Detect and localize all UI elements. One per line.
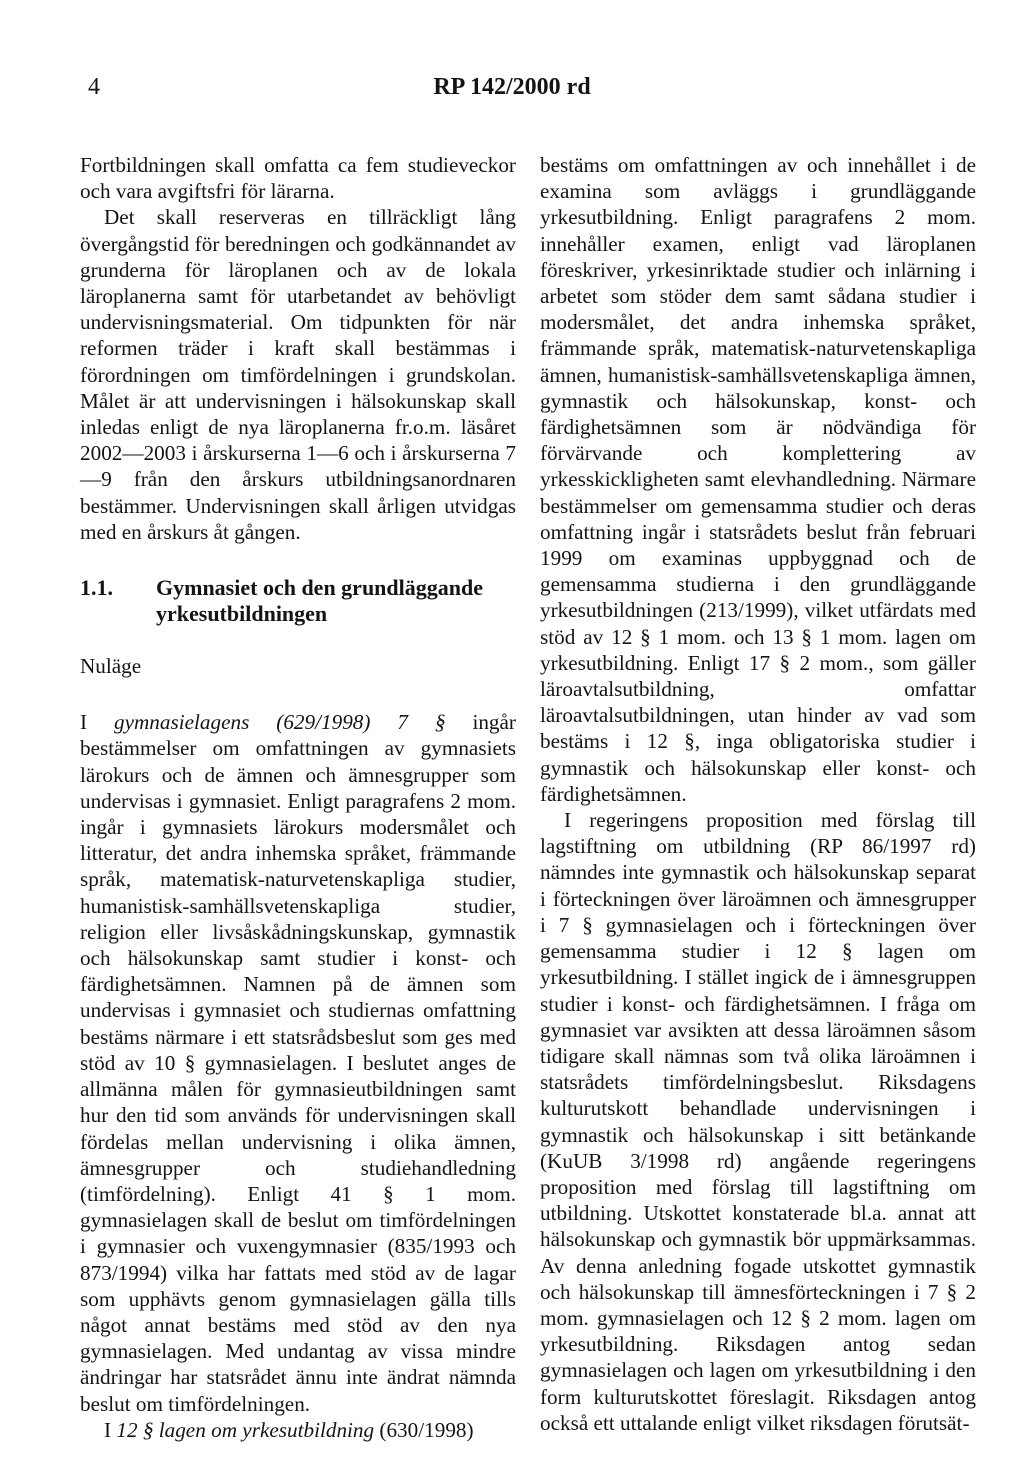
section-number: 1.1. xyxy=(80,575,113,601)
paragraph: I regeringens proposition med förslag till lagstiftning om utbildning (RP 86/1997 rd) nämndes inte gymnastik och hälsokunskap separat i förteckningen över läroämnen och ämnesgrupper i 7 § gymnasielagen och i förteckningen över gemensamma studier i 12 § lagen om yrkesutbildning. I stället ingick de i ämnesgruppen studier i konst- och färdighetsämnen. I fråga om gymnasiet var avsikten att dessa läroämnen såsom tidigare skall nämnas som två olika läroämnen i statsrådets timfördelningsbeslut. Riksdagens kulturutskott behandlade undervisningen i gymnastik och hälsokunskap i sitt betänkande (KuUB 3/1998 rd) angående regeringens proposition med förslag till lagstiftning om utbildning. Utskottet konstaterade bl.a. annat att hälsokunskap och gymnastik bör uppmärksammas. Av denna anledning fogade utskottet gymnastik och hälsokunskap till ämnesförteckningen i 7 § 2 mom. gymnasielagen och 12 § 2 mom. lagen om yrkesutbildning. Riksdagen antog sedan gymnasielagen och lagen om yrkesutbildning i den form kulturutskottet föreslagit. Riksdagen antog också ett uttalande enligt vilket riksdagen förutsät- xyxy=(540,808,976,1435)
section-heading xyxy=(80,575,516,627)
paragraph: Det skall reserveras en tillräckligt lång övergångstid för beredningen och godkännandet av grunderna för läroplanen och av de lokala läroplanerna samt för utarbetandet av behövligt undervisningsmaterial. Om tidpunkten för när reformen träder i kraft skall bestämmas i förordningen om timfördelningen i grundskolan. Målet är att undervisningen i hälsokunskap skall inledas enligt de nya läroplanerna fr.o.m. läsåret 2002—2003 i årskurserna 1—6 och i årskurserna 7—9 från den årskurs utbildningsanordnaren bestämmer. Undervisningen skall årligen utvidgas med en årskurs åt gången. xyxy=(80,205,516,544)
left-column xyxy=(80,152,516,1443)
right-column xyxy=(540,152,976,1436)
document-id: RP 142/2000 rd xyxy=(433,74,591,100)
italic-citation: 12 § lagen om yrkesutbildning xyxy=(116,1417,380,1442)
text-run: (630/1998) xyxy=(379,1417,474,1442)
text-run: I xyxy=(80,710,114,735)
paragraph xyxy=(80,1417,516,1443)
page-number: 4 xyxy=(88,74,100,100)
section-title: Gymnasiet och den grundläggande yrkesutbildningen xyxy=(156,575,483,627)
paragraph: Fortbildningen skall omfatta ca fem studieveckor och vara avgiftsfri för lärarna. xyxy=(80,153,516,204)
paragraph: bestäms om omfattningen av och innehållet i de examina som avläggs i grundläggande yrkesutbildning. Enligt paragrafens 2 mom. innehåller examen, enligt vad läroplanen föreskriver, yrkesinriktade studier och inlärning i arbetet som stöder dem samt sådana studier i modersmålet, det andra inhemska språket, främmande språk, matematisk-naturvetenskapliga ämnen, humanistisk-samhällsvetenskapliga ämnen, gymnastik och hälsokunskap, konst- och färdighetsämnen som är nödvändiga för förvärvande och komplettering av yrkesskickligheten samt elevhandledning. Närmare bestämmelser om gemensamma studier och deras omfattning ingår i statsrådets beslut från februari 1999 om examinas uppbyggnad och de gemensamma studierna i den grundläggande yrkesutbildningen (213/1999), vilket utfärdats med stöd av 12 § 1 mom. och 13 § 1 mom. lagen om yrkesutbildning. Enligt 17 § 2 mom., som gäller läroavtalsutbildning, omfattar läroavtalsutbildningen, utan hinder av vad som bestäms i 12 §, inga obligatoriska studier i gymnastik och hälsokunskap eller konst- och färdighetsämnen. xyxy=(540,153,976,806)
paragraph xyxy=(80,709,516,1416)
text-run: ingår bestämmelser om omfattningen av gymnasiets lärokurs och de ämnen och ämnesgrupper som undervisas i gymnasiet. Enligt paragrafens 2 mom. ingår i gymnasiets lärokurs modersmålet och litteratur, det andra inhemska språket, främmande språk, matematisk-naturvetenskapliga studier, humanistisk-samhällsvetenskapliga studier, religion eller livsåskådningskunskap, gymnastik och hälsokunskap samt studier i konst- och färdighetsämnen. Namnen på de ämnen som undervisas i gymnasiet och studiernas omfattning bestäms närmare i ett statsrådsbeslut som ges med stöd av 10 § gymnasielagen. I beslutet anges de allmänna målen för gymnasieutbildningen samt hur den tid som används för undervisningen skall fördelas mellan undervisning i olika ämnen, ämnesgrupper och studiehandledning (timfördelning). Enligt 41 § 1 mom. gymnasielagen skall de beslut om timfördelningen i gymnasier och vuxengymnasier (835/1993 och 873/1994) vilka har fattats med stöd av de lagar som upphävts genom gymnasielagen gälla tills något annat bestäms med stöd av den nya gymnasielagen. Med undantag av vissa mindre ändringar har statsrådet ännu inte ändrat nämnda beslut om timfördelningen. xyxy=(80,710,516,1416)
subheading: Nuläge xyxy=(80,654,142,679)
italic-citation: gymnasielagens (629/1998) 7 § xyxy=(114,710,473,735)
text-run: I xyxy=(104,1417,117,1442)
